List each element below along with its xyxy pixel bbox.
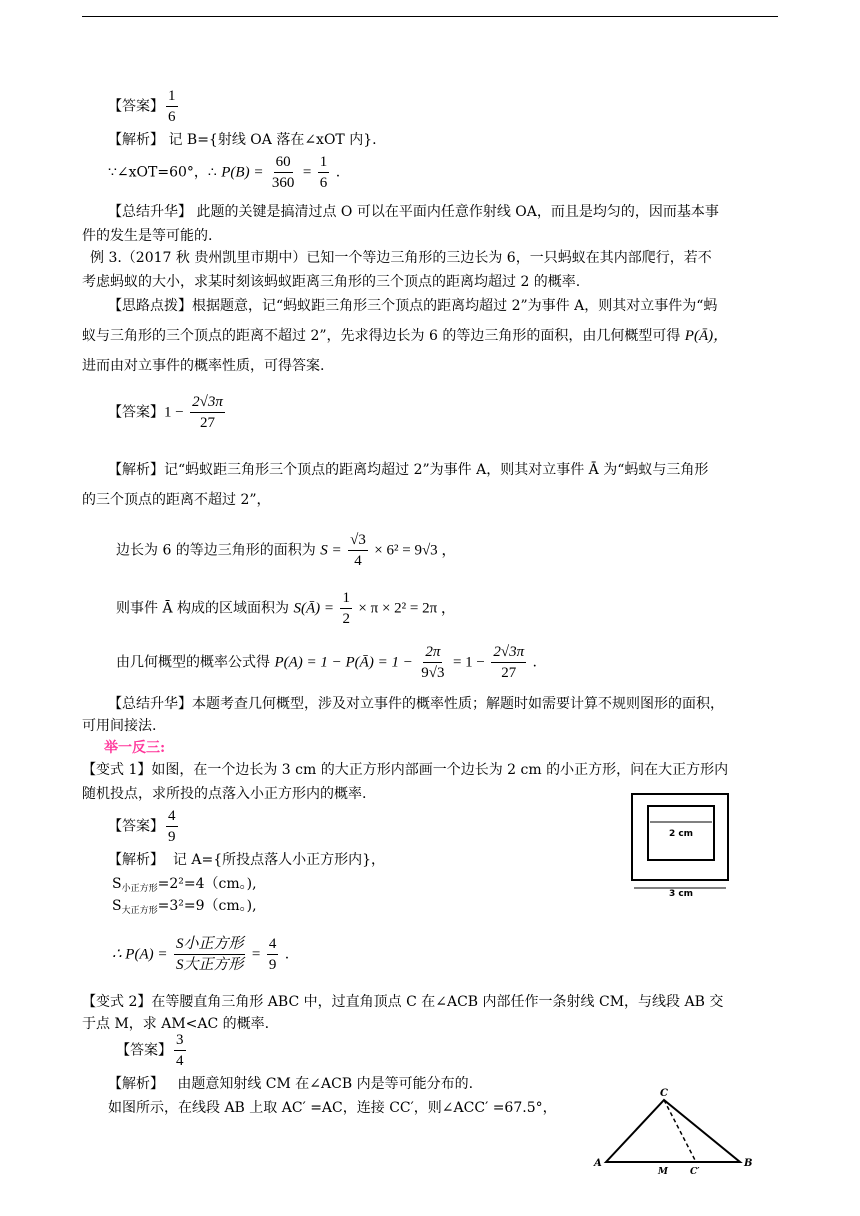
v2-line-1: 【变式 2】在等腰直角三角形 ABC 中，过直角顶点 C 在∠ACB 内部任作一条射线 CM，与线段 AB 交 xyxy=(82,994,724,1010)
ex3-line-1: 例 3.（2017 秋 贵州凯里市期中）已知一个等边三角形的三边长为 6，一只蚂蚁在其内部爬行，若不 xyxy=(90,250,712,266)
label-a: A xyxy=(594,1158,602,1169)
v2-line-3: 如图所示，在线段 AB 上取 AC′ =AC，连接 CC′，则∠ACC′ =67.5°， xyxy=(108,1100,557,1116)
triangle-figure xyxy=(588,1084,764,1176)
ex3-hint-2: 蚁与三角形的三个顶点的距离不超过 2”，先求得边长为 6 的等边三角形的面积，由几何概型可得 P(Ā)， xyxy=(82,328,729,344)
ex3-summary-1: 【总结升华】本题考查几何概型，涉及对立事件的概率性质；解题时如需要计算不规则图形的面积， xyxy=(108,696,724,712)
ex3-line-2: 考虑蚂蚁的大小，求某时刻该蚂蚁距离三角形的三个顶点的距离均超过 2 的概率. xyxy=(82,274,581,290)
ex3-analysis-2: 的三个顶点的距离不超过 2”， xyxy=(82,492,271,508)
inner-dimension-label: 2 cm xyxy=(668,829,694,839)
label-b: B xyxy=(744,1158,753,1169)
v1-line-2: 随机投点，求所投的点落入小正方形内的概率. xyxy=(82,786,367,802)
ex3-hint-1: 【思路点拨】根据题意，记“蚂蚁距三角形三个顶点的距离均超过 2”为事件 A，则其对立事件为“蚂 xyxy=(108,298,718,314)
header-rule xyxy=(82,16,778,17)
triangle-abc xyxy=(606,1100,740,1162)
v1-s-big: $S_{大正方形}=3^2=9(cm$。), xyxy=(112,898,257,916)
ex3-region: 则事件 Ā 构成的区域面积为 S(Ā) = $\frac{1}{2}$ × π × 2² = 2π ， xyxy=(116,590,456,627)
ex3-hint-3: 进而由对立事件的概率性质，可得答案. xyxy=(82,358,325,374)
s1-analysis: 【解析】 记 B={射线 OA 落在∠xOT 内}. xyxy=(108,132,377,148)
s1-summary-1: 【总结升华】 此题的关键是搞清过点 O 可以在平面内任意作射线 OA，而且是均匀的，因而基本事 xyxy=(108,204,719,220)
v1-answer: 【答案】 $\frac{4}{9}$ xyxy=(108,808,176,845)
outer-dimension-label: 3 cm xyxy=(668,889,694,899)
v2-answer: 【答案】 $\frac{3}{4}$ xyxy=(116,1032,184,1069)
ex3-summary-2: 可用间接法. xyxy=(82,718,157,734)
v1-line-1: 【变式 1】如图，在一个边长为 3 cm 的大正方形内部画一个边长为 2 cm 的小正方形，问在大正方形内 xyxy=(82,762,729,778)
v2-line-2: 于点 M，求 AM<AC 的概率. xyxy=(82,1016,270,1032)
ex3-analysis-1: 【解析】记“蚂蚁距三角形三个顶点的距离均超过 2”为事件 A，则其对立事件 Ā 为“蚂蚁与三角形 xyxy=(108,462,709,478)
practice-title: 举一反三: xyxy=(104,740,166,756)
v1-result: ∴ P(A) = $\frac{\text{S小正方形}}{\text{S大正方形}}$ = $\frac{4}{9}$ . xyxy=(112,936,290,973)
ex3-area: 边长为 6 的等边三角形的面积为 S = $\frac{√3}{4}$ × 6² = 9√3 ， xyxy=(116,532,457,569)
v2-analysis: 【解析】 由题意知射线 CM 在∠ACB 内是等可能分布的. xyxy=(108,1076,474,1092)
label-c-prime: C′ xyxy=(690,1167,700,1176)
v1-analysis: 【解析】 记 A={所投点落人小正方形内}， xyxy=(108,852,386,868)
s1-answer: 【答案】 $\frac{1}{6}$ xyxy=(108,88,176,125)
s1-formula: ∵∠xOT=60°，∴ P(B) = $\frac{60}{360}$ = $\frac{1}{6}$ . xyxy=(108,154,341,191)
label-c: C xyxy=(660,1088,668,1099)
ex3-answer: 【答案】1 − $\frac{2√3\pi}{27}$ xyxy=(108,394,223,431)
nested-squares-figure xyxy=(628,792,734,902)
label-m: M xyxy=(658,1167,668,1176)
segment-cc-prime xyxy=(664,1100,696,1162)
ex3-prob: 由几何概型的概率公式得 P(A) = 1 − P(Ā) = 1 − $\frac{2\pi}{9√3}$ = 1 − $\frac{2√3\pi}{27}$ . xyxy=(116,644,537,681)
s1-summary-2: 件的发生是等可能的. xyxy=(82,228,213,244)
v1-s-small: $S_{小正方形}=2^2=4(cm$。), xyxy=(112,876,257,894)
